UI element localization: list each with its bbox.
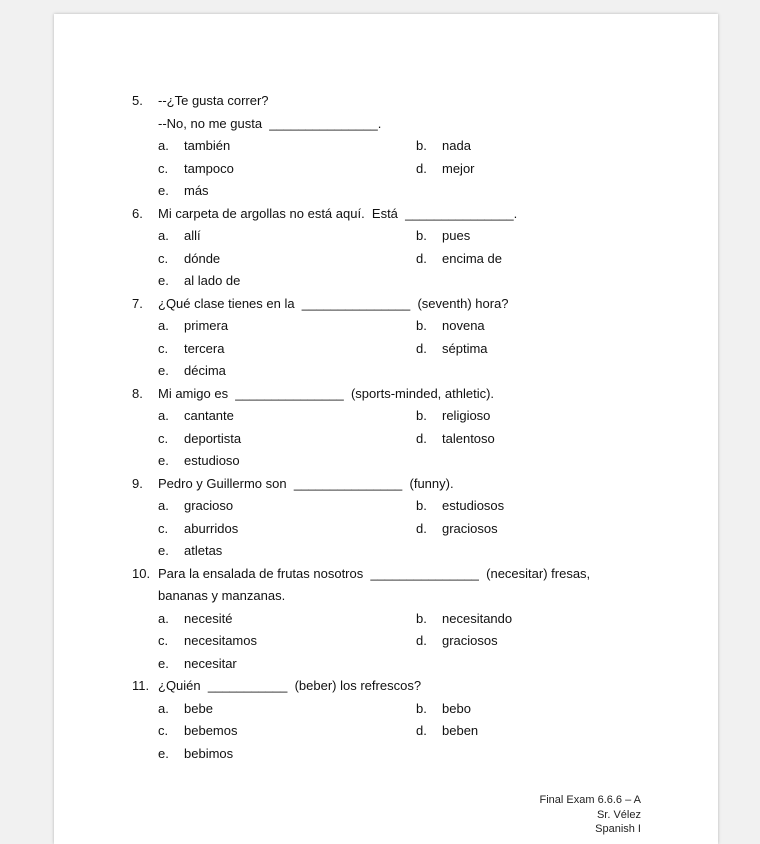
- option-letter: a.: [158, 498, 169, 513]
- option-letter: d.: [416, 340, 427, 356]
- option-text: necesité: [184, 610, 233, 626]
- option-text: gracioso: [184, 498, 234, 513]
- option-letter: a.: [158, 138, 169, 153]
- option-letter: e.: [158, 183, 169, 198]
- option-letter: c.: [158, 160, 169, 176]
- question-text: ¿Qué clase tienes en la _______________ (seventh) hora?: [158, 295, 509, 311]
- option-text: religioso: [442, 408, 491, 423]
- option-letter: b.: [416, 408, 427, 423]
- option-letter: d.: [416, 430, 427, 446]
- option-letter: a.: [158, 318, 169, 333]
- option-text: décima: [184, 363, 226, 378]
- option-letter: b.: [416, 610, 427, 626]
- option-letter: d.: [416, 520, 427, 536]
- option-text: séptima: [442, 340, 488, 356]
- option-text: allí: [184, 228, 201, 243]
- option-text: bebemos: [184, 723, 238, 738]
- option-letter: b.: [416, 138, 427, 153]
- option-text: bebo: [442, 700, 471, 716]
- option-letter: d.: [416, 723, 427, 738]
- question-text: Para la ensalada de frutas nosotros _______________ (necesitar) fresas,: [158, 565, 591, 581]
- option-text: beben: [442, 723, 479, 738]
- option-text: graciosos: [442, 633, 498, 648]
- footer-course: Spanish I: [595, 823, 641, 835]
- option-letter: b.: [416, 498, 427, 513]
- option-letter: e.: [158, 745, 169, 761]
- question-number: 10.: [132, 565, 151, 581]
- question-number: 8.: [132, 385, 143, 401]
- question-text: Mi carpeta de argollas no está aquí. Está _______________.: [158, 205, 518, 221]
- question-text: --No, no me gusta _______________.: [158, 115, 382, 131]
- option-letter: a.: [158, 408, 169, 423]
- question-number: 9.: [132, 475, 143, 491]
- option-text: necesitamos: [184, 633, 257, 648]
- option-text: tercera: [184, 340, 225, 356]
- option-text: primera: [184, 318, 229, 333]
- option-letter: c.: [158, 723, 169, 738]
- option-letter: e.: [158, 453, 169, 468]
- option-text: deportista: [184, 430, 242, 446]
- option-letter: e.: [158, 543, 169, 558]
- option-text: atletas: [184, 543, 223, 558]
- question-number: 6.: [132, 205, 143, 221]
- option-text: talentoso: [442, 430, 495, 446]
- question-number: 11.: [132, 678, 150, 693]
- option-letter: c.: [158, 520, 169, 536]
- option-letter: b.: [416, 700, 427, 716]
- page-footer: [540, 793, 642, 837]
- option-text: pues: [442, 228, 471, 243]
- option-text: aburridos: [184, 520, 239, 536]
- option-text: dónde: [184, 250, 221, 266]
- question-number: 5.: [132, 93, 143, 108]
- question-text: --¿Te gusta correr?: [158, 93, 269, 108]
- option-text: estudiosos: [442, 498, 505, 513]
- option-letter: a.: [158, 228, 169, 243]
- option-letter: b.: [416, 228, 427, 243]
- option-text: bebimos: [184, 745, 234, 761]
- option-letter: d.: [416, 633, 427, 648]
- option-text: encima de: [442, 250, 502, 266]
- option-text: también: [184, 138, 231, 153]
- footer-teacher: Sr. Vélez: [596, 808, 641, 821]
- option-text: al lado de: [184, 273, 241, 288]
- exam-page: [54, 14, 718, 844]
- option-text: cantante: [184, 408, 234, 423]
- option-letter: c.: [158, 430, 169, 446]
- option-text: graciosos: [442, 520, 498, 536]
- option-text: estudioso: [184, 453, 240, 468]
- option-letter: c.: [158, 340, 169, 356]
- question-text: bananas y manzanas.: [158, 588, 286, 603]
- option-text: necesitando: [442, 610, 513, 626]
- question-text: ¿Quién ___________ (beber) los refrescos?: [158, 678, 422, 693]
- footer-exam-title: Final Exam 6.6.6 – A: [539, 794, 641, 806]
- option-letter: a.: [158, 610, 169, 626]
- option-text: novena: [442, 318, 485, 333]
- question-text: Mi amigo es _______________ (sports-minded, athletic).: [158, 385, 495, 401]
- question-text: Pedro y Guillermo son _______________ (funny).: [158, 475, 454, 491]
- option-letter: d.: [416, 250, 427, 266]
- option-text: más: [184, 183, 209, 198]
- option-letter: b.: [416, 318, 427, 333]
- option-text: tampoco: [184, 160, 234, 176]
- option-letter: e.: [158, 655, 169, 671]
- option-letter: d.: [416, 160, 427, 176]
- option-letter: e.: [158, 363, 169, 378]
- option-letter: c.: [158, 633, 169, 648]
- option-text: bebe: [184, 700, 213, 716]
- option-letter: a.: [158, 700, 169, 716]
- option-text: mejor: [442, 160, 475, 176]
- option-text: nada: [442, 138, 471, 153]
- question-number: 7.: [132, 295, 143, 311]
- option-letter: c.: [158, 250, 169, 266]
- option-text: necesitar: [184, 655, 237, 671]
- option-letter: e.: [158, 273, 169, 288]
